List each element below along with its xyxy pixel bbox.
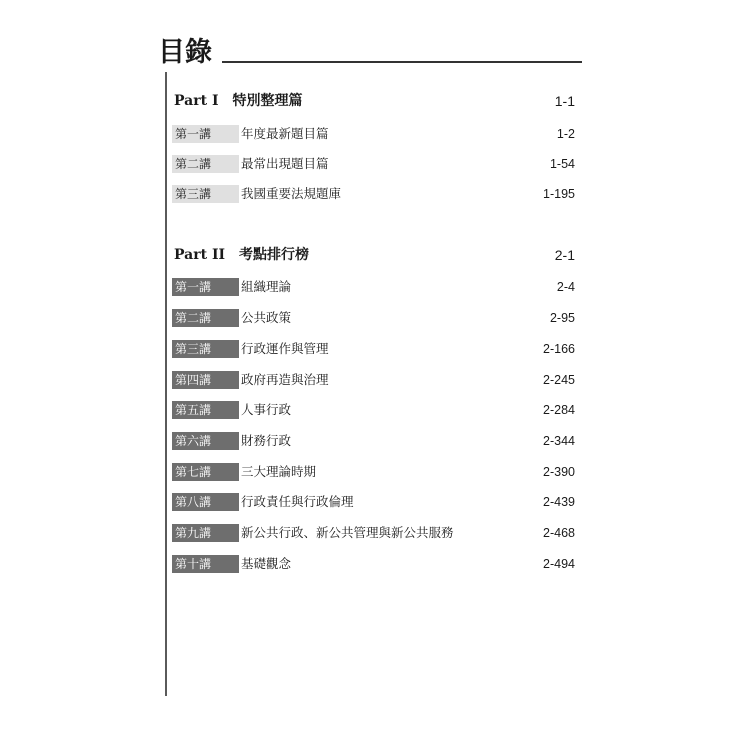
chapter-badge: 第二講 xyxy=(172,155,239,173)
toc-entry[interactable] xyxy=(172,370,575,390)
part-label: Part I 特別整理篇 xyxy=(174,93,303,109)
chapter-badge: 第一講 xyxy=(172,125,239,143)
chapter-title: 人事行政 xyxy=(241,402,292,417)
chapter-title: 公共政策 xyxy=(241,310,292,325)
chapter-page: 2-245 xyxy=(543,373,575,387)
toc-entry[interactable] xyxy=(172,277,575,297)
chapter-badge: 第七講 xyxy=(172,463,239,481)
chapter-badge: 第八講 xyxy=(172,493,239,511)
chapter-page: 1-195 xyxy=(543,187,575,201)
chapter-page: 2-390 xyxy=(543,465,575,479)
chapter-page: 2-4 xyxy=(556,280,575,294)
part-heading-1[interactable] xyxy=(174,89,575,113)
toc-entry[interactable] xyxy=(172,339,575,359)
chapter-page: 2-284 xyxy=(543,403,575,417)
part-label: Part II 考點排行榜 xyxy=(174,247,310,263)
chapter-badge: 第五講 xyxy=(172,401,239,419)
toc-entry[interactable] xyxy=(172,554,575,574)
chapter-title: 最常出現題目篇 xyxy=(241,156,329,171)
chapter-page: 2-439 xyxy=(543,495,575,509)
toc-entry[interactable] xyxy=(172,492,575,512)
chapter-badge: 第六講 xyxy=(172,432,239,450)
toc-entry[interactable] xyxy=(172,400,575,420)
toc-entry[interactable] xyxy=(172,308,575,328)
chapter-page: 1-54 xyxy=(549,157,575,171)
toc-entry[interactable] xyxy=(172,462,575,482)
chapter-title: 基礎觀念 xyxy=(241,556,292,571)
chapter-title: 年度最新題目篇 xyxy=(241,126,329,141)
page-title: 目錄 xyxy=(158,37,212,68)
toc-entry[interactable] xyxy=(172,154,575,174)
part-page: 2-1 xyxy=(554,247,575,263)
part-page: 1-1 xyxy=(554,93,575,109)
toc-entry[interactable] xyxy=(172,184,575,204)
title-underline xyxy=(222,61,582,63)
chapter-badge: 第四講 xyxy=(172,371,239,389)
left-margin-rule xyxy=(165,72,167,696)
chapter-title: 行政運作與管理 xyxy=(241,341,329,356)
chapter-title: 政府再造與治理 xyxy=(241,372,329,387)
toc-entry[interactable] xyxy=(172,431,575,451)
chapter-badge: 第十講 xyxy=(172,555,239,573)
chapter-title: 新公共行政、新公共管理與新公共服務 xyxy=(241,525,454,540)
chapter-title: 三大理論時期 xyxy=(241,464,317,479)
chapter-badge: 第九講 xyxy=(172,524,239,542)
chapter-badge: 第一講 xyxy=(172,278,239,296)
chapter-page: 1-2 xyxy=(556,127,575,141)
chapter-badge: 第二講 xyxy=(172,309,239,327)
chapter-title: 行政責任與行政倫理 xyxy=(241,494,354,509)
chapter-title: 財務行政 xyxy=(241,433,292,448)
chapter-page: 2-166 xyxy=(543,342,575,356)
toc-entry[interactable] xyxy=(172,124,575,144)
chapter-page: 2-344 xyxy=(543,434,575,448)
chapter-title: 我國重要法規題庫 xyxy=(241,186,342,201)
chapter-badge: 第三講 xyxy=(172,340,239,358)
chapter-page: 2-494 xyxy=(543,557,575,571)
toc-entry[interactable] xyxy=(172,523,575,543)
part-heading-2[interactable] xyxy=(174,243,575,267)
chapter-badge: 第三講 xyxy=(172,185,239,203)
chapter-title: 組織理論 xyxy=(241,279,292,294)
chapter-page: 2-468 xyxy=(543,526,575,540)
chapter-page: 2-95 xyxy=(549,311,575,325)
